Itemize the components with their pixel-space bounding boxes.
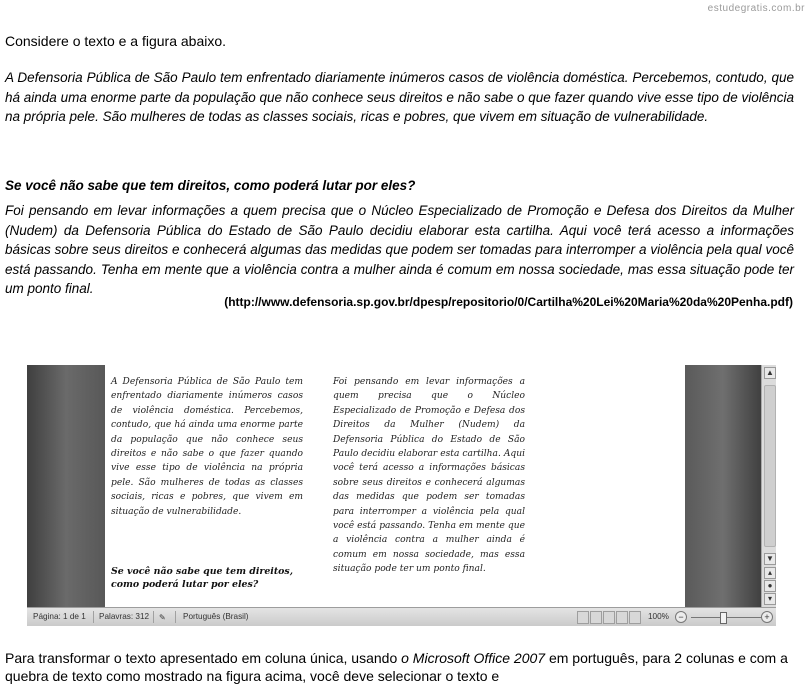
section-heading: Se você não sabe que tem direitos, como poderá lutar por eles? [5,178,416,193]
page-count[interactable]: Página: 1 de 1 [33,612,86,621]
page-margin-left [27,365,105,607]
word-count[interactable]: Palavras: 312 [99,612,150,621]
intro-text: Considere o texto e a figura abaixo. [5,33,227,49]
source-link[interactable]: (http://www.defensoria.sp.gov.br/dpesp/repositorio/0/Cartilha%20Lei%20Maria%20da%20Penha.pdf) [224,295,793,309]
status-separator [153,611,154,623]
question-text [5,650,800,685]
scroll-down-icon[interactable]: ▼ [764,553,776,565]
status-separator [93,611,94,623]
question-part-2: em português, para 2 colunas e com a quebra de texto como mostrado na figura acima, você deve selecionar o texto e [5,650,788,684]
page-margin-right [685,365,761,607]
site-watermark: estudegratis.com.br [707,3,805,14]
language-indicator[interactable]: Português (Brasil) [183,612,249,621]
outline-view-icon[interactable] [616,611,628,624]
web-layout-icon[interactable] [603,611,615,624]
scroll-thumb[interactable] [764,385,776,547]
zoom-level[interactable]: 100% [648,612,669,621]
word-screenshot [27,365,776,626]
previous-page-icon[interactable]: ▴ [764,567,776,579]
scroll-up-icon[interactable]: ▲ [764,367,776,379]
status-bar [27,607,776,626]
browse-object-icon[interactable]: ● [764,580,776,592]
question-product-name: o Microsoft Office 2007 [401,650,546,666]
column-2-text[interactable]: Foi pensando em levar informações a quem precisa que o Núcleo Especializado de Promoção e Defesa dos Direitos da Mulher (Nudem) da Defensoria Pública do Estado de São Paulo decidiu elaborar esta cartilha. Aqui você terá acesso a informações básicas sobre seus direitos e conhecerá algumas das medidas que podem ser tomadas para interromper a violência pela qual você está passando. Tenha em mente que a violência contra a mulher ainda é comum em nossa sociedade, mas essa situação pode ter um ponto final. [333,377,525,575]
next-page-icon[interactable]: ▾ [764,593,776,605]
draft-view-icon[interactable] [629,611,641,624]
full-screen-reading-icon[interactable] [590,611,602,624]
zoom-in-icon[interactable]: + [761,611,773,623]
zoom-out-icon[interactable]: − [675,611,687,623]
paragraph-2: Foi pensando em levar informações a quem precisa que o Núcleo Especializado de Promoção e Defesa dos Direitos da Mulher (Nudem) da Defensoria Pública do Estado de São Paulo decidiu elaborar esta cartilha. Aqui você terá acesso a informações básicas sobre seus direitos e conhecerá algumas das medidas que podem ser tomadas para interromper a violência pela qual você está passando. Tenha em mente que a violência contra a mulher ainda é comum em nossa sociedade, mas essa situação pode ter um ponto final. [5,203,794,297]
column-1-text[interactable]: A Defensoria Pública de São Paulo tem enfrentado diariamente inúmeros casos de violência doméstica. Percebemos, contudo, que há ainda uma enorme parte da população que não conhece seus direitos e não sabe o que fazer quando vive esse tipo de violência na própria pele. São mulheres de todas as classes sociais, ricas e pobres, que vivem em situação de vulnerabilidade. [111,377,303,517]
status-separator [175,611,176,623]
question-part-1: Para transformar o texto apresentado em coluna única, usando [5,650,402,666]
zoom-slider[interactable] [691,617,763,618]
vertical-scrollbar[interactable] [761,365,776,607]
paragraph-1: A Defensoria Pública de São Paulo tem enfrentado diariamente inúmeros casos de violência doméstica. Percebemos, contudo, que há ainda uma enorme parte da população que não conhece seus direitos e não sabe o que fazer quando vive esse tipo de violência na própria pele. São mulheres de todas as classes sociais, ricas e pobres, que vivem em situação de vulnerabilidade. [5,70,794,125]
spelling-icon[interactable]: ✎ [159,613,166,622]
print-layout-icon[interactable] [577,611,589,624]
zoom-slider-handle[interactable] [720,612,727,624]
column-1-heading[interactable]: Se você não sabe que tem direitos, como poderá lutar por eles? [111,566,293,590]
